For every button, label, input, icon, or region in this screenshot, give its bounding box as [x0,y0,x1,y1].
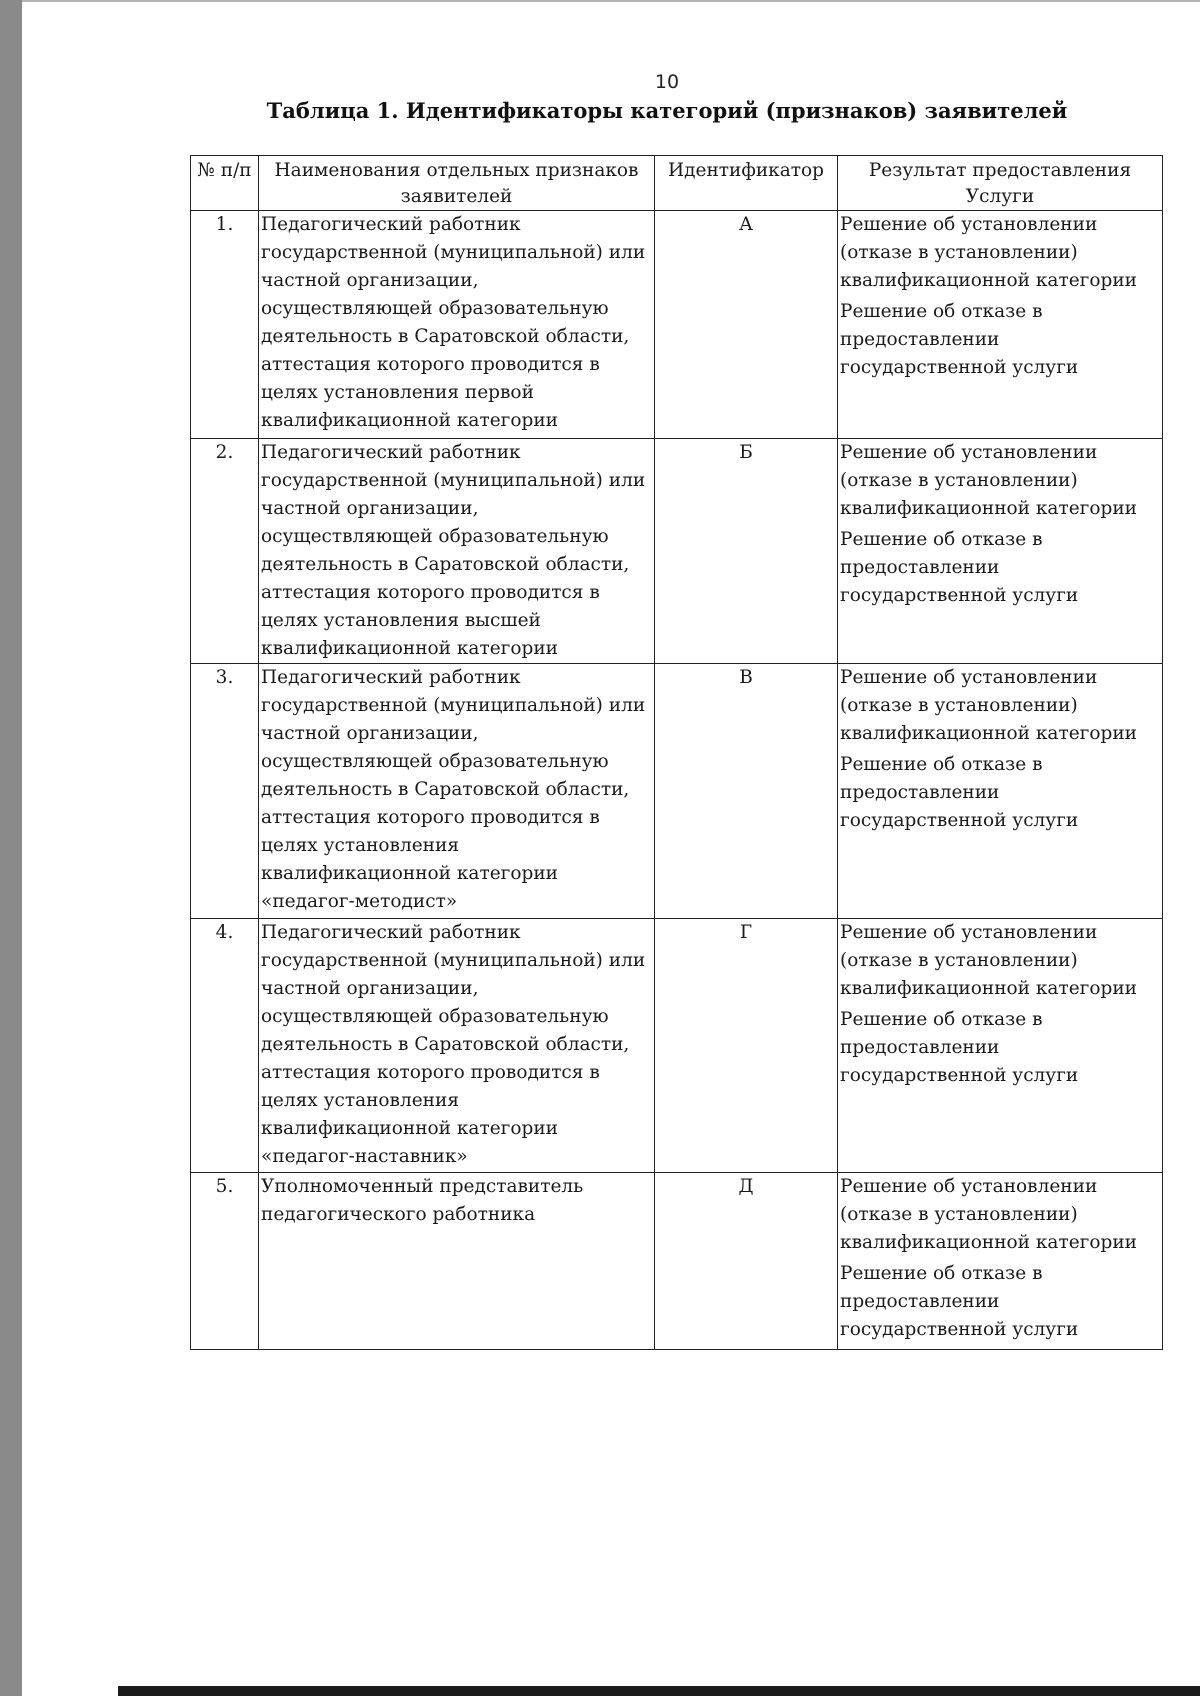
table-title: Таблица 1. Идентификаторы категорий (признаков) заявителей [266,98,1068,123]
applicant-feature: Уполномоченный представитель педагогического работника [259,1173,655,1350]
result-decision: Решение об установлении (отказе в установлении) квалификационной категории [840,214,1137,291]
applicant-feature: Педагогический работник государственной (муниципальной) или частной организации, осуществляющей образовательную деятельность в Саратовской области, аттестация которого проводится в целях установления высшей квалификационной категории [259,439,655,664]
identifier: Г [655,919,838,1173]
result-decision: Решение об установлении (отказе в установлении) квалификационной категории [840,442,1137,519]
scan-border-top [22,0,1200,2]
result-refusal: Решение об отказе в предоставлении государственной услуги [840,301,1079,378]
table-row [191,211,1163,439]
applicant-categories-table [190,155,1163,1350]
scan-border-bottom [118,1686,1200,1696]
table-row [191,439,1163,664]
row-number: 5. [191,1173,259,1350]
result-refusal: Решение об отказе в предоставлении государственной услуги [840,754,1079,831]
identifier: В [655,664,838,919]
row-number: 4. [191,919,259,1173]
table-row [191,664,1163,919]
service-result [838,664,1163,919]
row-number: 3. [191,664,259,919]
header-identifier: Идентификатор [655,156,838,211]
page-number: 10 [654,71,680,93]
service-result [838,919,1163,1173]
identifier: Б [655,439,838,664]
identifier: Д [655,1173,838,1350]
header-num: № п/п [191,156,259,211]
result-decision: Решение об установлении (отказе в установлении) квалификационной категории [840,922,1137,999]
row-number: 2. [191,439,259,664]
header-name: Наименования отдельных признаков заявителей [259,156,655,211]
result-refusal: Решение об отказе в предоставлении государственной услуги [840,1263,1079,1340]
service-result [838,211,1163,439]
service-result [838,1173,1163,1350]
result-refusal: Решение об отказе в предоставлении государственной услуги [840,1009,1079,1086]
table-row [191,1173,1163,1350]
scan-border-left [0,0,22,1696]
table-header-row [191,156,1163,211]
applicant-feature: Педагогический работник государственной (муниципальной) или частной организации, осуществляющей образовательную деятельность в Саратовской области, аттестация которого проводится в целях установления первой квалификационной категории [259,211,655,439]
result-decision: Решение об установлении (отказе в установлении) квалификационной категории [840,1176,1137,1253]
row-number: 1. [191,211,259,439]
applicant-feature: Педагогический работник государственной (муниципальной) или частной организации, осуществляющей образовательную деятельность в Саратовской области, аттестация которого проводится в целях установления квалификационной категории «педагог-методист» [259,664,655,919]
table-row [191,919,1163,1173]
service-result [838,439,1163,664]
result-decision: Решение об установлении (отказе в установлении) квалификационной категории [840,667,1137,744]
result-refusal: Решение об отказе в предоставлении государственной услуги [840,529,1079,606]
identifier: А [655,211,838,439]
header-result: Результат предоставления Услуги [838,156,1163,211]
applicant-feature: Педагогический работник государственной (муниципальной) или частной организации, осуществляющей образовательную деятельность в Саратовской области, аттестация которого проводится в целях установления квалификационной категории «педагог-наставник» [259,919,655,1173]
